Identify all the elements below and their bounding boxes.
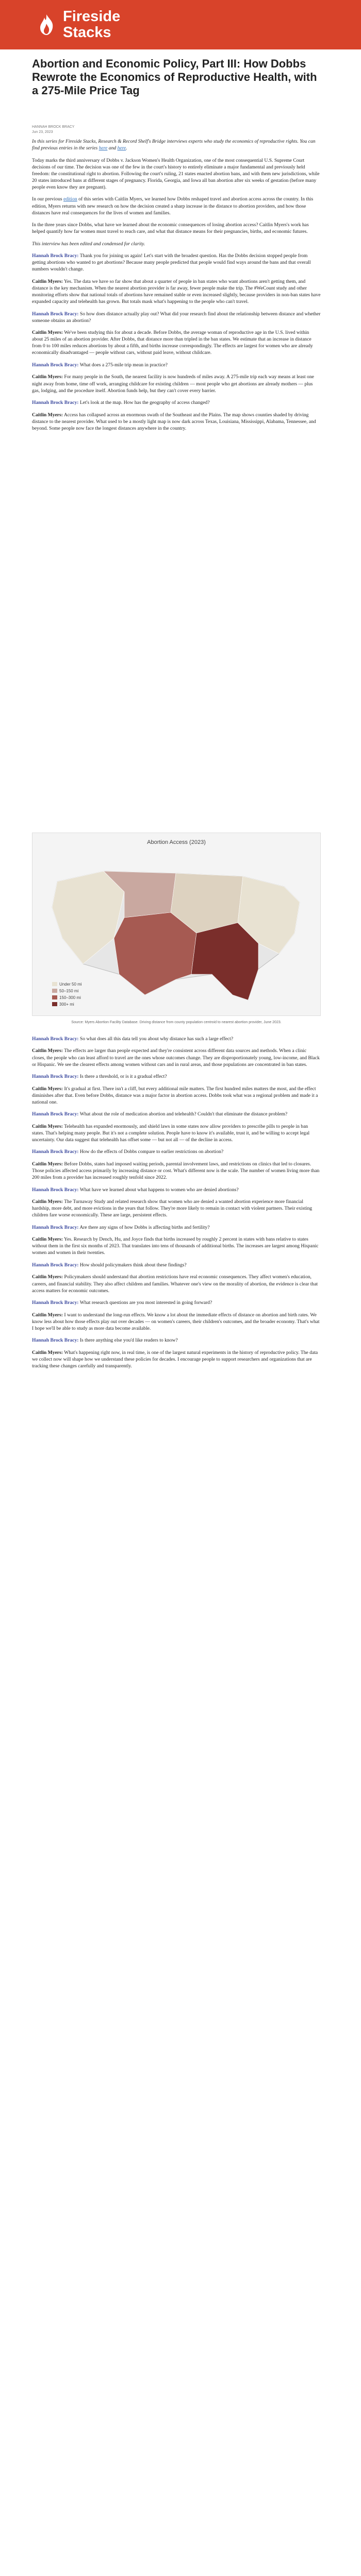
intro-paragraph: In the three years since Dobbs, what have we learned about the economic consequences of losing abortion access? Caitlin Myers's work has helped quantify how far women must travel to reach care, and what that distance means for their pregnancies, births, and economic futures. [32, 222, 309, 235]
interview-answer [32, 329, 321, 356]
interview-list [32, 252, 321, 432]
speaker-label: Caitlin Myers: [32, 1349, 63, 1355]
speaker-label: Hannah Brock Bracy: [32, 1337, 79, 1344]
speaker-text: Yes. Research by Dench, Hu, and Joyce finds that births increased by roughly 2 percent in states with bans relative to states without them in the first six months of 2023. That translates into tens of thousands of additional births. The increases are largest among Hispanic women and women in their twenties. [32, 1236, 319, 1256]
legend-label: 300+ mi [59, 1002, 74, 1007]
series-link-1[interactable]: here [99, 145, 108, 151]
speaker-text: What about the role of medication abortion and telehealth? Couldn't that eliminate the distance problem? [79, 1111, 288, 1117]
speaker-text: It's gradual at first. There isn't a cliff, but every additional mile matters. The first hundred miles matters the most, and the effect diminishes after that. Even before Dobbs, distance was a major factor in abortion access. Dobbs took what was a regional problem and made it a national one. [32, 1086, 318, 1105]
legend-label: Under 50 mi [59, 982, 82, 987]
page-title: Abortion and Economic Policy, Part III: How Dobbs Rewrote the Economics of Reproductive Health, with a 275-Mile Price Tag [32, 57, 317, 97]
speaker-label: Caitlin Myers: [32, 1048, 63, 1054]
speaker-label: Caitlin Myers: [32, 1123, 63, 1129]
brand-name-line1: Fireside [63, 8, 121, 25]
intro-paragraph [32, 196, 321, 216]
speaker-text: How do the effects of Dobbs compare to earlier restrictions on abortion? [79, 1149, 224, 1155]
interview-question [32, 399, 321, 406]
article-body-part2 [32, 1036, 321, 1375]
interview-question [32, 1073, 321, 1080]
interview-question [32, 1299, 321, 1306]
interview-question [32, 1224, 321, 1231]
brand-name[interactable] [61, 9, 120, 41]
fireside-logo-icon[interactable] [32, 10, 61, 39]
interview-question [32, 1187, 321, 1193]
map-title: Abortion Access (2023) [147, 839, 206, 845]
interview-answer [32, 278, 321, 305]
publish-date: Jun 23, 2023 [32, 130, 53, 134]
legend-label: 50–150 mi [59, 989, 79, 993]
series-note [32, 138, 321, 151]
speaker-label: Caitlin Myers: [32, 412, 63, 418]
speaker-text: We've been studying this for about a decade. Before Dobbs, the average woman of reproductive age in the U.S. lived within about 25 miles of an abortion provider. After Dobbs, that distance more than tripled in the ban states. We estimate that an increase in distance from 0 to 100 miles reduces abortions by about a fifth, and births increase correspondingly. The effects are largest for women who are already economically disadvantaged — people without cars, without paid leave, without childcare. [32, 330, 313, 356]
speaker-label: Hannah Brock Bracy: [32, 1111, 79, 1117]
speaker-label: Caitlin Myers: [32, 1199, 63, 1205]
speaker-label: Caitlin Myers: [32, 1312, 63, 1318]
speaker-text: The effects are larger than people expected and they're consistent across different data sources and methods. When a clinic closes, the people who can least afford to travel are the ones whose outcomes change. They are disproportionately young, low-income, and Black or Hispanic. We see the clearest effects among women without cars and in rural areas, and those populations are concentrated in ban states. [32, 1048, 320, 1067]
us-map-graphic [42, 851, 312, 1010]
intro-paragraph-text: of this series with Caitlin Myers, we learned how Dobbs reshaped travel and abortion access across the country. In this edition, Myers returns with new research on how the decision created a sharp increase in the distance to abortion providers, and how those distances have real consequences for the lives of women and families. [32, 196, 314, 216]
speaker-label: Caitlin Myers: [32, 1086, 63, 1092]
interview-question [32, 1337, 321, 1344]
series-note-mid: and [107, 145, 118, 151]
author-name[interactable]: HANNAH BROCK BRACY [32, 125, 75, 129]
speaker-text: Access has collapsed across an enormous swath of the Southeast and the Plains. The map shows counties shaded by driving distance to the nearest provider. What used to be a mostly light map is now dark across Texas, Louisiana, Mississippi, Alabama, Tennessee, and beyond. Some people now face the longest distances anywhere in the country. [32, 412, 316, 431]
speaker-label: Hannah Brock Bracy: [32, 1036, 79, 1042]
speaker-label: Hannah Brock Bracy: [32, 1224, 79, 1230]
speaker-label: Caitlin Myers: [32, 330, 63, 336]
interview-answer [32, 1349, 321, 1369]
interview-answer [32, 412, 321, 432]
speaker-text: I want to understand the long-run effects. We know a lot about the immediate effects of distance on abortion and birth rates. We know less about how those effects play out over decades — on women's careers, their children's outcomes, and the broader economy. That's what I hope we'll be able to study as more data become available. [32, 1312, 320, 1331]
brand-name-line2: Stacks [63, 24, 111, 41]
speaker-label: Caitlin Myers: [32, 1161, 63, 1167]
speaker-text: Is there anything else you'd like readers to know? [79, 1337, 178, 1344]
legend-swatch [52, 995, 57, 999]
speaker-label: Caitlin Myers: [32, 278, 63, 284]
speaker-label: Hannah Brock Bracy: [32, 1149, 79, 1155]
interview-answer [32, 1086, 321, 1106]
speaker-text: Policymakers should understand that abortion restrictions have real economic consequences. They affect women's education, careers, and financial stability. They also affect children and families. Whatever one's view on the morality of abortion, the evidence is clear that access matters for economic outcomes. [32, 1274, 318, 1294]
legend-swatch [52, 989, 57, 993]
series-link-2[interactable]: here [117, 145, 126, 151]
interview-list [32, 1036, 321, 1369]
interview-question [32, 252, 321, 273]
speaker-text: What's happening right now, in real time, is one of the largest natural experiments in the history of reproductive policy. The data we collect now will shape how we understand these policies for decades. I encourage people to support researchers and organizations that are tracking these changes carefully and transparently. [32, 1349, 318, 1369]
speaker-text: What does a 275-mile trip mean in practice? [79, 362, 168, 368]
speaker-text: So what does all this data tell you about why distance has such a large effect? [79, 1036, 234, 1042]
interview-answer [32, 1198, 321, 1218]
interview-answer [32, 1123, 321, 1143]
intro-paragraph-text: In our previous [32, 196, 64, 202]
speaker-label: Hannah Brock Bracy: [32, 253, 79, 259]
interview-answer [32, 1161, 321, 1181]
speaker-label: Hannah Brock Bracy: [32, 1262, 79, 1268]
interview-question [32, 1262, 321, 1268]
edit-note: This interview has been edited and condensed for clarity. [32, 241, 145, 247]
interview-question [32, 311, 321, 324]
interview-answer [32, 1274, 321, 1294]
map-legend [52, 982, 82, 1007]
interview-question [32, 1148, 321, 1155]
legend-swatch [52, 982, 57, 986]
speaker-text: Is there a threshold, or is it a gradual effect? [79, 1074, 167, 1080]
intro-paragraph: Today marks the third anniversary of Dobbs v. Jackson Women's Health Organization, one of the most consequential U.S. Supreme Court decisions of our time. The decision was one of the few in the court's history to entirely eliminate a major fundamental and previously held freedom: the constitutional right to abortion. Following the court's ruling, 21 states enacted abortion bans, and with them new jurisdictions, while 20 states introduced bans at different stages of pregnancy. Florida, Georgia, and Iowa all ban abortion after six weeks of gestation (before many people even know they are pregnant). [32, 157, 320, 190]
speaker-text: How should policymakers think about these findings? [79, 1262, 187, 1268]
speaker-label: Hannah Brock Bracy: [32, 1074, 79, 1080]
speaker-label: Hannah Brock Bracy: [32, 1187, 79, 1193]
interview-question [32, 1036, 321, 1042]
interview-answer [32, 1047, 321, 1067]
speaker-text: Telehealth has expanded enormously, and shield laws in some states now allow providers to prescribe pills to people in ban states. That's helping many people. But it's not a complete solution. People have to know it's available, trust it, and be willing to accept legal uncertainty. Our data suggest that telehealth has offset some — but not all — of the decline in access. [32, 1123, 310, 1143]
edition-link[interactable]: edition [63, 196, 77, 202]
byline [32, 125, 321, 135]
speaker-label: Hannah Brock Bracy: [32, 400, 79, 406]
legend-swatch [52, 1002, 57, 1006]
map-caption: Source: Myers Abortion Facility Database. Driving distance from county population centroid to nearest abortion provider, June 2023. [71, 1021, 282, 1024]
speaker-text: So how does distance actually play out? What did your research find about the relationship between distance and whether someone obtains an abortion? [32, 311, 321, 324]
speaker-label: Caitlin Myers: [32, 1236, 63, 1243]
speaker-text: Thank you for joining us again! Let's start with the broadest question. Has the Dobbs decision stopped people from getting abortions who wanted to get abortions? Because many people predicted that people would find ways around the bans and that overall numbers wouldn't change. [32, 253, 311, 273]
article-body-part1 [32, 138, 321, 437]
speaker-label: Hannah Brock Bracy: [32, 1300, 79, 1306]
series-note-end: . [126, 145, 127, 151]
speaker-text: Let's look at the map. How has the geography of access changed? [79, 400, 210, 406]
speaker-text: What research questions are you most interested in going forward? [79, 1300, 212, 1306]
speaker-text: The Turnaway Study and related research show that women who are denied a wanted abortion experience more financial hardship, more debt, and more evictions in the years that follow. They're more likely to remain in contact with violent partners. Their existing children fare worse economically. These are large, persistent effects. [32, 1199, 313, 1218]
masthead [0, 0, 361, 49]
interview-answer [32, 374, 321, 394]
legend-label: 150–300 mi [59, 995, 81, 1000]
speaker-text: For many people in the South, the nearest facility is now hundreds of miles away. A 275-mile trip each way means at least one night away from home, time off work, arranging childcare for existing children — most people who get abortions are already mothers — plus gas, lodging, and the procedure itself. Abortion funds help, but they can't cover every barrier. [32, 374, 314, 394]
speaker-label: Caitlin Myers: [32, 374, 63, 380]
speaker-text: Yes. The data we have so far show that about a quarter of people in ban states who want abortions aren't getting them, and distance is the key mechanism. When the nearest abortion provider is far away, fewer people make the trip. The #WeCount study and other monitoring efforts show that national totals of abortions have remained stable or even increased slightly, because providers in non-ban states have expanded capacity and telehealth has grown. But totals mask what's happening to the people who can't travel. [32, 278, 321, 305]
interview-question [32, 362, 321, 368]
series-note-text: In this series for Fireside Stacks, Research & Record Shelf's Bridge interviews experts who study the economics of reproductive rights. You can find previous entries in the series [32, 139, 316, 151]
speaker-label: Caitlin Myers: [32, 1274, 63, 1280]
interview-question [32, 1111, 321, 1117]
speaker-label: Hannah Brock Bracy: [32, 362, 79, 368]
speaker-text: What have we learned about what happens to women who are denied abortions? [79, 1187, 239, 1193]
interview-answer [32, 1312, 321, 1332]
region-plains-high [114, 912, 196, 995]
speaker-text: Are there any signs of how Dobbs is affecting births and fertility? [79, 1224, 210, 1230]
speaker-label: Hannah Brock Bracy: [32, 311, 79, 317]
region-south-severe [191, 923, 258, 1000]
interview-answer [32, 1236, 321, 1256]
speaker-text: Before Dobbs, states had imposed waiting periods, parental involvement laws, and restrictions on clinics that led to closures. Those policies affected access primarily by increasing distance or cost. What's different now is the scale. The number of women living more than 200 miles from a provider has increased roughly tenfold since 2022. [32, 1161, 320, 1181]
abortion-access-map[interactable] [32, 833, 321, 1016]
